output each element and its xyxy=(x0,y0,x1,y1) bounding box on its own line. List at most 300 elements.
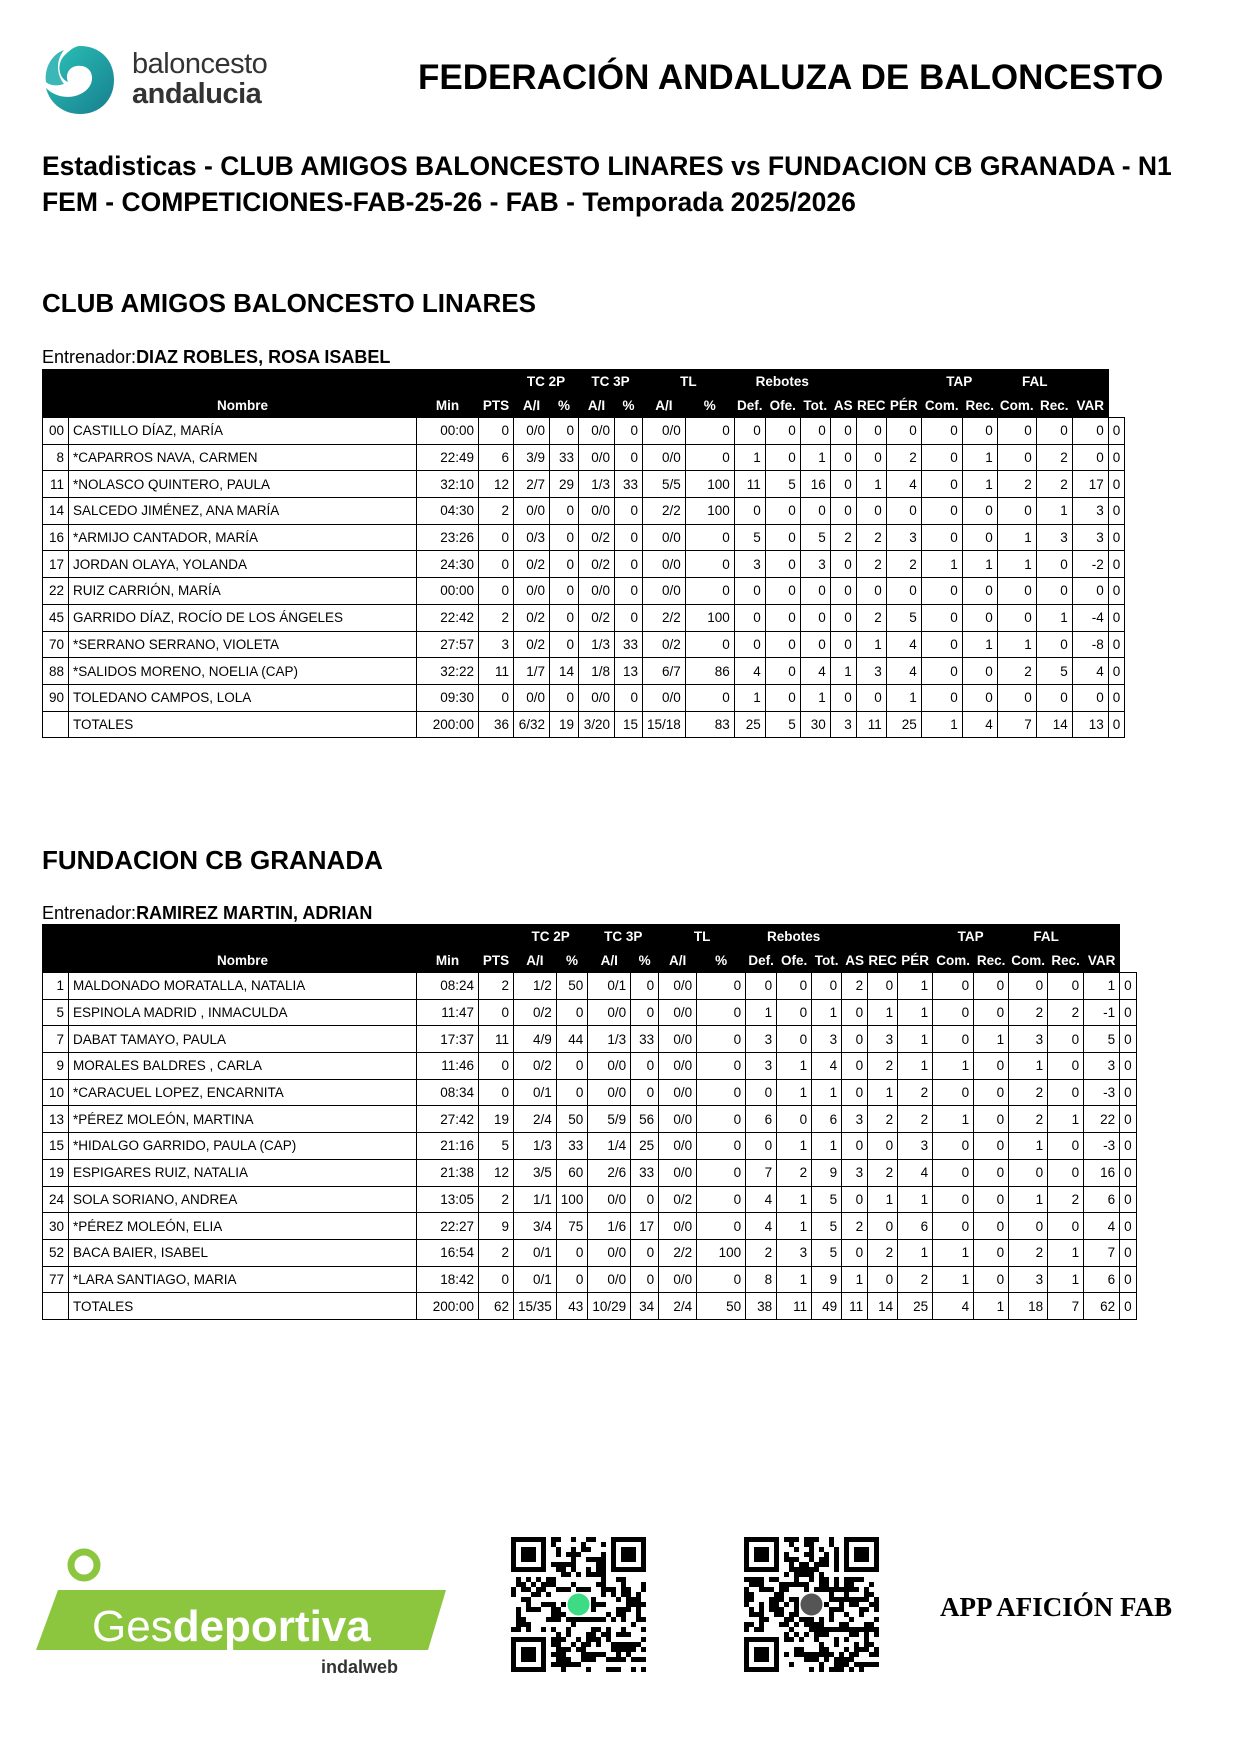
cell-stat: 1 xyxy=(812,999,842,1026)
cell-stat: 1 xyxy=(734,444,765,471)
cell-stat: 0 xyxy=(765,444,800,471)
cell-stat: 0 xyxy=(800,498,830,525)
cell-stat: 0 xyxy=(615,604,643,631)
coach-line xyxy=(42,903,372,924)
cell-stat: 0 xyxy=(1072,444,1108,471)
player-row xyxy=(43,1159,1137,1186)
coach-name: RAMIREZ MARTIN, ADRIAN xyxy=(136,903,373,923)
header-blank xyxy=(886,370,921,394)
cell-stat: 0/0 xyxy=(643,551,686,578)
cell-stat: 0 xyxy=(933,1159,974,1186)
coach-line xyxy=(42,347,390,368)
cell-stat: 0 xyxy=(1108,604,1125,631)
cell-stat: 0 xyxy=(921,684,962,711)
cell-stat: 0 xyxy=(746,1133,777,1160)
cell-stat: 2 xyxy=(898,1079,933,1106)
cell-stat: 11 xyxy=(479,658,514,685)
cell-stat: 1 xyxy=(886,684,921,711)
column-group-header: TC 3P xyxy=(579,370,643,394)
cell-stat: 0 xyxy=(921,631,962,658)
cell-stat: 14 xyxy=(550,658,579,685)
cell-stat: 0 xyxy=(933,1026,974,1053)
cell-stat: 0 xyxy=(868,1213,898,1240)
cell-stat: 6/7 xyxy=(643,658,686,685)
cell-stat: 5 xyxy=(479,1133,514,1160)
cell-stat: 1 xyxy=(997,631,1036,658)
cell-stat: 0 xyxy=(997,418,1036,445)
cell-stat: 0/0 xyxy=(659,999,697,1026)
cell-stat: 0/0 xyxy=(643,684,686,711)
cell-stat: 0 xyxy=(933,1079,974,1106)
player-row xyxy=(43,418,1125,445)
cell-stat: 6 xyxy=(479,444,514,471)
player-row xyxy=(43,1079,1137,1106)
cell-stat: 4 xyxy=(933,1293,974,1320)
cell-stat: 0 xyxy=(868,1133,898,1160)
cell-stat: 3/9 xyxy=(514,444,550,471)
cell-stat: 1 xyxy=(777,1133,812,1160)
cell-stat: 2/4 xyxy=(514,1106,557,1133)
cell-stat: 1/1 xyxy=(514,1186,557,1213)
cell-stat: 0 xyxy=(550,684,579,711)
column-group-header: TC 2P xyxy=(514,925,588,949)
cell-stat: 1 xyxy=(933,1266,974,1293)
cell-stat: 0/0 xyxy=(643,444,686,471)
cell-stat: 0 xyxy=(615,551,643,578)
cell-stat: 5 xyxy=(1084,1026,1120,1053)
cell-stat: 0 xyxy=(1108,658,1125,685)
header-blank xyxy=(69,370,417,394)
cell-stat: 15 xyxy=(615,711,643,738)
cell-stat: 0 xyxy=(631,1239,659,1266)
player-row xyxy=(43,1053,1137,1080)
player-row xyxy=(43,578,1125,605)
android-app-qr-icon[interactable] xyxy=(511,1537,646,1672)
cell-stat: 7 xyxy=(746,1159,777,1186)
cell-stat: 2 xyxy=(479,604,514,631)
cell-stat: 49 xyxy=(812,1293,842,1320)
cell-stat: 12 xyxy=(479,471,514,498)
player-row xyxy=(43,631,1125,658)
cell-stat: 0 xyxy=(974,1213,1009,1240)
cell-stat: 0 xyxy=(1108,551,1125,578)
cell-stat: 0/2 xyxy=(643,631,686,658)
cell-stat: 0 xyxy=(1108,418,1125,445)
cell-stat: 0 xyxy=(550,578,579,605)
cell-stat: 0 xyxy=(842,1186,868,1213)
cell-stat: 0 xyxy=(479,418,514,445)
cell-stat: 25 xyxy=(898,1293,933,1320)
column-header: Rec. xyxy=(1036,394,1072,418)
header-blank xyxy=(898,925,933,949)
cell-stat: 00:00 xyxy=(417,578,479,605)
cell-stat: 5 xyxy=(1036,658,1072,685)
column-header: Def. xyxy=(746,949,777,973)
cell-player-name: GARRIDO DÍAZ, ROCÍO DE LOS ÁNGELES xyxy=(69,604,417,631)
cell-player-name: SOLA SORIANO, ANDREA xyxy=(69,1186,417,1213)
cell-stat: 0 xyxy=(1120,1106,1137,1133)
cell-stat: 0 xyxy=(933,1213,974,1240)
column-header: Com. xyxy=(997,394,1036,418)
player-row xyxy=(43,1266,1137,1293)
cell-stat: 3 xyxy=(898,1133,933,1160)
cell-stat: 2 xyxy=(868,1053,898,1080)
column-group-header: TL xyxy=(659,925,746,949)
column-header: AS xyxy=(842,949,868,973)
cell-stat: 5 xyxy=(812,1213,842,1240)
cell-stat: 0 xyxy=(830,684,856,711)
cell-stat: 2 xyxy=(479,973,514,1000)
cell-stat: 2 xyxy=(479,498,514,525)
cell-stat: -4 xyxy=(1072,604,1108,631)
cell-stat: 0/2 xyxy=(514,604,550,631)
cell-stat: 1 xyxy=(1036,604,1072,631)
cell-stat: 13:05 xyxy=(417,1186,479,1213)
cell-stat: 0/1 xyxy=(514,1239,557,1266)
cell-stat: -1 xyxy=(1084,999,1120,1026)
column-header: VAR xyxy=(1072,394,1108,418)
column-header: REC xyxy=(856,394,886,418)
cell-stat: 1 xyxy=(1048,1239,1084,1266)
cell-stat: 11 xyxy=(777,1293,812,1320)
cell-stat: 0 xyxy=(974,1079,1009,1106)
cell-stat: 0 xyxy=(886,498,921,525)
column-header: % xyxy=(685,394,734,418)
cell-stat: 0 xyxy=(697,1106,746,1133)
cell-stat: 0 xyxy=(1108,498,1125,525)
cell-stat: 0 xyxy=(615,418,643,445)
cell-stat: 17:37 xyxy=(417,1026,479,1053)
cell-stat: 4/9 xyxy=(514,1026,557,1053)
cell-stat: 27:42 xyxy=(417,1106,479,1133)
cell-stat: 3 xyxy=(479,631,514,658)
column-header: % xyxy=(615,394,643,418)
cell-stat: 2 xyxy=(830,524,856,551)
column-header: Com. xyxy=(1009,949,1048,973)
cell-stat: 11:46 xyxy=(417,1053,479,1080)
cell-stat: 1/8 xyxy=(579,658,615,685)
cell-player-name: *CARACUEL LOPEZ, ENCARNITA xyxy=(69,1079,417,1106)
cell-stat: 6 xyxy=(746,1106,777,1133)
cell-stat: 12 xyxy=(479,1159,514,1186)
cell-stat: 00:00 xyxy=(417,418,479,445)
cell-stat: 1 xyxy=(974,1026,1009,1053)
cell-stat: 4 xyxy=(746,1186,777,1213)
cell-stat: 0 xyxy=(1009,973,1048,1000)
cell-stat: 0 xyxy=(974,1053,1009,1080)
player-row xyxy=(43,444,1125,471)
cell-stat: 0 xyxy=(1120,1159,1137,1186)
cell-stat: 16 xyxy=(1084,1159,1120,1186)
logo-text-baloncesto: baloncesto xyxy=(132,48,268,80)
cell-stat: 0 xyxy=(1072,578,1108,605)
cell-stat: 6/32 xyxy=(514,711,550,738)
cell-stat: 3 xyxy=(734,551,765,578)
cell-stat: 38 xyxy=(746,1293,777,1320)
cell-stat: 0 xyxy=(765,498,800,525)
coach-label: Entrenador: xyxy=(42,903,137,923)
cell-stat: 0 xyxy=(842,1026,868,1053)
cell-stat: 0 xyxy=(974,1186,1009,1213)
cell-stat: 0/0 xyxy=(588,1079,631,1106)
cell-player-name: *NOLASCO QUINTERO, PAULA xyxy=(69,471,417,498)
cell-stat: 0 xyxy=(631,1186,659,1213)
cell-stat: 1 xyxy=(734,684,765,711)
cell-stat: 50 xyxy=(697,1293,746,1320)
header-blank xyxy=(479,925,514,949)
cell-stat: 3 xyxy=(886,524,921,551)
cell-stat: 5 xyxy=(765,711,800,738)
cell-stat: 2/7 xyxy=(514,471,550,498)
cell-stat: 0 xyxy=(1120,1293,1137,1320)
cell-stat: 0 xyxy=(1036,578,1072,605)
cell-stat: 6 xyxy=(812,1106,842,1133)
header-blank xyxy=(1084,925,1120,949)
cell-player-name: *SERRANO SERRANO, VIOLETA xyxy=(69,631,417,658)
cell-stat: 0 xyxy=(1120,1239,1137,1266)
cell-stat: 0 xyxy=(933,1133,974,1160)
cell-stat: 0 xyxy=(479,1266,514,1293)
cell-stat: 2 xyxy=(1048,999,1084,1026)
player-row xyxy=(43,658,1125,685)
cell-stat: 0 xyxy=(734,604,765,631)
header-blank xyxy=(479,370,514,394)
column-group-header: Rebotes xyxy=(734,370,830,394)
cell-stat: 5 xyxy=(812,1239,842,1266)
cell-stat: 5 xyxy=(734,524,765,551)
cell-stat: 0/2 xyxy=(659,1186,697,1213)
cell-stat: 0/2 xyxy=(514,551,550,578)
cell-stat: 0 xyxy=(479,684,514,711)
cell-stat: 1 xyxy=(974,1293,1009,1320)
column-header: A/I xyxy=(588,949,631,973)
cell-stat: 0 xyxy=(974,1159,1009,1186)
cell-number: 7 xyxy=(43,1026,69,1053)
cell-stat: 0/2 xyxy=(514,631,550,658)
cell-stat: 33 xyxy=(550,444,579,471)
column-header: A/I xyxy=(514,394,550,418)
cell-player-name: MORALES BALDRES , CARLA xyxy=(69,1053,417,1080)
cell-stat: 0 xyxy=(974,999,1009,1026)
column-header: Min xyxy=(417,949,479,973)
cell-stat: 0 xyxy=(697,1079,746,1106)
cell-player-name: DABAT TAMAYO, PAULA xyxy=(69,1026,417,1053)
player-row xyxy=(43,1213,1137,1240)
cell-stat: 0 xyxy=(615,524,643,551)
cell-stat: 1/7 xyxy=(514,658,550,685)
cell-stat: 0 xyxy=(685,524,734,551)
cell-stat: 3 xyxy=(1072,498,1108,525)
cell-number: 90 xyxy=(43,684,69,711)
cell-number: 15 xyxy=(43,1133,69,1160)
cell-stat: 62 xyxy=(1084,1293,1120,1320)
cell-stat: 0 xyxy=(921,658,962,685)
cell-stat: 2 xyxy=(1009,1079,1048,1106)
cell-stat: 0 xyxy=(697,973,746,1000)
cell-stat: 4 xyxy=(886,658,921,685)
cell-stat: 13 xyxy=(615,658,643,685)
cell-stat: 0/0 xyxy=(579,498,615,525)
cell-stat: 2 xyxy=(1036,471,1072,498)
cell-stat: 1 xyxy=(933,1106,974,1133)
cell-stat: 0 xyxy=(974,1106,1009,1133)
header-blank xyxy=(856,370,886,394)
totals-row xyxy=(43,1293,1137,1320)
cell-stat: 4 xyxy=(812,1053,842,1080)
cell-stat: 33 xyxy=(615,631,643,658)
ios-app-qr-icon[interactable] xyxy=(744,1537,879,1672)
cell-stat: 100 xyxy=(697,1239,746,1266)
cell-stat: 3 xyxy=(777,1239,812,1266)
cell-number: 1 xyxy=(43,973,69,1000)
cell-stat: 2 xyxy=(997,471,1036,498)
cell-stat: 8 xyxy=(746,1266,777,1293)
cell-player-name: *SALIDOS MORENO, NOELIA (CAP) xyxy=(69,658,417,685)
cell-stat: 0/0 xyxy=(659,1213,697,1240)
cell-stat: 1 xyxy=(898,973,933,1000)
column-group-header: TAP xyxy=(921,370,997,394)
cell-stat: 0 xyxy=(856,578,886,605)
cell-stat: 0 xyxy=(830,444,856,471)
cell-stat: 3/4 xyxy=(514,1213,557,1240)
cell-stat: 0 xyxy=(765,524,800,551)
cell-stat: 0 xyxy=(615,444,643,471)
column-header: % xyxy=(550,394,579,418)
cell-stat: 2/2 xyxy=(659,1239,697,1266)
cell-stat: 2 xyxy=(777,1159,812,1186)
cell-stat: 0 xyxy=(800,631,830,658)
gesdeportiva-text xyxy=(92,1602,371,1652)
cell-stat: 1 xyxy=(898,1053,933,1080)
cell-stat: 29 xyxy=(550,471,579,498)
cell-stat: 2 xyxy=(1009,999,1048,1026)
cell-stat: 0 xyxy=(921,471,962,498)
cell-stat: 0 xyxy=(765,578,800,605)
cell-stat: 0 xyxy=(777,1026,812,1053)
cell-stat: 1/4 xyxy=(588,1133,631,1160)
cell-stat: 0 xyxy=(1036,418,1072,445)
cell-stat: 0 xyxy=(631,1053,659,1080)
cell-stat: 0/0 xyxy=(514,578,550,605)
cell-stat: 33 xyxy=(615,471,643,498)
cell-stat: 0 xyxy=(615,684,643,711)
cell-stat: 0 xyxy=(933,973,974,1000)
cell-stat: 0 xyxy=(974,1133,1009,1160)
cell-stat: 0 xyxy=(830,418,856,445)
cell-stat: 0 xyxy=(842,1053,868,1080)
cell-stat: 1 xyxy=(842,1266,868,1293)
cell-stat: 0/0 xyxy=(659,1159,697,1186)
cell-stat: 0/1 xyxy=(588,973,631,1000)
cell-stat: 0/2 xyxy=(579,524,615,551)
cell-stat: 0 xyxy=(830,631,856,658)
cell-stat: 4 xyxy=(1072,658,1108,685)
cell-player-name: *PÉREZ MOLEÓN, MARTINA xyxy=(69,1106,417,1133)
cell-stat: 0 xyxy=(1048,1053,1084,1080)
cell-stat: 4 xyxy=(1084,1213,1120,1240)
cell-stat: 19 xyxy=(550,711,579,738)
cell-number: 77 xyxy=(43,1266,69,1293)
cell-stat: 0 xyxy=(1072,418,1108,445)
cell-stat: 0/2 xyxy=(514,999,557,1026)
cell-stat: 0 xyxy=(685,551,734,578)
cell-stat: 56 xyxy=(631,1106,659,1133)
cell-stat: 60 xyxy=(556,1159,588,1186)
cell-stat: 43 xyxy=(556,1293,588,1320)
cell-stat: 0 xyxy=(1120,1053,1137,1080)
cell-stat: 24:30 xyxy=(417,551,479,578)
cell-stat: 5/9 xyxy=(588,1106,631,1133)
cell-stat: 0/0 xyxy=(659,1266,697,1293)
cell-stat: 1 xyxy=(962,444,997,471)
cell-stat: 0 xyxy=(479,1079,514,1106)
cell-player-name: BACA BAIER, ISABEL xyxy=(69,1239,417,1266)
cell-stat: 2 xyxy=(1036,444,1072,471)
cell-stat: 2 xyxy=(868,1159,898,1186)
cell-stat: 9 xyxy=(479,1213,514,1240)
cell-number: 9 xyxy=(43,1053,69,1080)
cell-stat: 0 xyxy=(1048,1026,1084,1053)
indalweb-text: indalweb xyxy=(321,1657,399,1677)
header-blank xyxy=(1108,394,1125,418)
cell-stat: 0 xyxy=(933,1186,974,1213)
cell-stat: 16 xyxy=(800,471,830,498)
cell-stat: -3 xyxy=(1084,1079,1120,1106)
cell-stat: 3 xyxy=(746,1053,777,1080)
cell-stat: 0 xyxy=(1036,551,1072,578)
cell-stat: 16:54 xyxy=(417,1239,479,1266)
team-title: CLUB AMIGOS BALONCESTO LINARES xyxy=(42,288,537,318)
cell-stat: 08:34 xyxy=(417,1079,479,1106)
cell-stat: 1 xyxy=(800,444,830,471)
column-header: Com. xyxy=(933,949,974,973)
cell-stat: 0 xyxy=(1048,1133,1084,1160)
cell-stat: 14 xyxy=(1036,711,1072,738)
cell-stat: 13 xyxy=(1072,711,1108,738)
cell-stat: 0 xyxy=(812,973,842,1000)
cell-stat: 0 xyxy=(830,578,856,605)
cell-stat: 0/0 xyxy=(659,1026,697,1053)
cell-stat: 1 xyxy=(746,999,777,1026)
cell-stat: 0 xyxy=(631,1079,659,1106)
cell-stat: 0 xyxy=(856,684,886,711)
cell-stat: 6 xyxy=(1084,1186,1120,1213)
cell-stat: 0 xyxy=(631,973,659,1000)
player-row xyxy=(43,1026,1137,1053)
cell-stat: 0 xyxy=(1120,1079,1137,1106)
cell-player-name: *PÉREZ MOLEÓN, ELIA xyxy=(69,1213,417,1240)
cell-stat: 11 xyxy=(842,1293,868,1320)
cell-stat: 200:00 xyxy=(417,711,479,738)
cell-stat: 0 xyxy=(962,578,997,605)
cell-stat: 2/2 xyxy=(643,604,686,631)
cell-stat: 0 xyxy=(921,418,962,445)
player-row xyxy=(43,551,1125,578)
cell-stat: 0 xyxy=(697,1186,746,1213)
cell-stat: 1 xyxy=(1048,1106,1084,1133)
cell-stat: 1 xyxy=(898,1239,933,1266)
column-header: Com. xyxy=(921,394,962,418)
cell-stat: 1 xyxy=(921,711,962,738)
cell-stat: 0 xyxy=(1120,1186,1137,1213)
cell-stat: 11 xyxy=(734,471,765,498)
cell-player-name: *LARA SANTIAGO, MARIA xyxy=(69,1266,417,1293)
cell-stat: 2 xyxy=(856,524,886,551)
cell-stat: 6 xyxy=(1084,1266,1120,1293)
cell-stat: 11:47 xyxy=(417,999,479,1026)
cell-stat: 1 xyxy=(898,1186,933,1213)
cell-number: 19 xyxy=(43,1159,69,1186)
